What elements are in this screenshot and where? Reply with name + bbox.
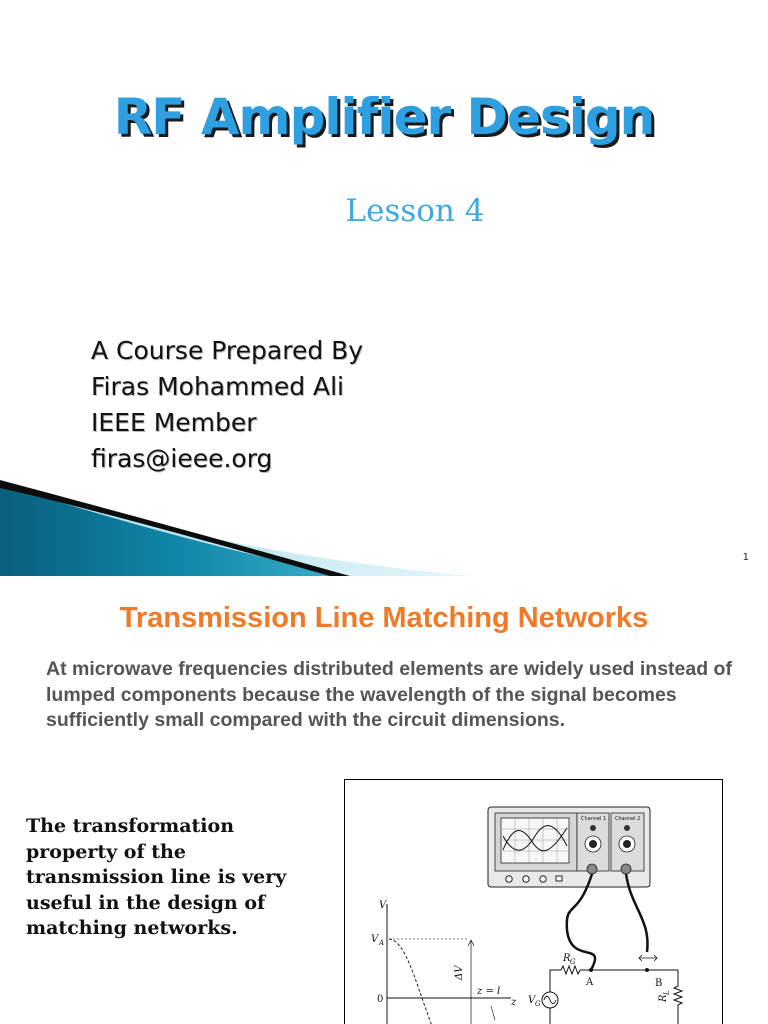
slide-title: RF Amplifier Design [113, 88, 655, 146]
decorative-swoosh [0, 470, 470, 576]
rl-label: R [658, 994, 669, 1002]
circuit [528, 953, 682, 1024]
author-line: A Course Prepared By [91, 336, 364, 365]
circuit-diagram [345, 780, 722, 1024]
vg-sub-label: G [535, 1000, 541, 1008]
author-line: firas@ieee.org [91, 444, 273, 473]
z-eq-l-label: z = l [477, 986, 501, 997]
slide-subtitle: Lesson 4 [345, 193, 485, 229]
side-note: The transformation property of the transmission line is very useful in the design of matching networks. [26, 815, 287, 939]
node-b-label: B [655, 978, 663, 989]
node-a-label: A [586, 977, 594, 988]
rg-label: R [563, 953, 571, 964]
intro-paragraph: At microwave frequencies distributed elements are widely used instead of lumped components because the wavelength of the signal becomes sufficiently small compared with the circuit dimensions. [46, 658, 732, 731]
va-label: V [371, 934, 379, 945]
vg-label: V [528, 995, 536, 1006]
rl-sub-label: L [663, 990, 671, 995]
circuit-figure [344, 779, 723, 1024]
author-line: IEEE Member [91, 408, 257, 437]
slide-2 [0, 576, 768, 1024]
rg-sub-label: G [570, 958, 576, 966]
zero-label: 0 [377, 994, 384, 1005]
page-number: 1 [742, 552, 749, 563]
v-axis-label: V [379, 900, 387, 911]
author-line: Firas Mohammed Ali [91, 372, 345, 401]
channel-2-label: Channel 2 [615, 816, 641, 822]
author-block [91, 333, 363, 477]
probe-cable-1 [567, 874, 595, 970]
z-axis-label: z [511, 997, 517, 1008]
delta-v-label: ΔV [454, 965, 465, 980]
voltage-plot [371, 900, 517, 1024]
channel-1-label: Channel 1 [581, 816, 607, 822]
slide-title: Transmission Line Matching Networks [119, 602, 649, 634]
va-sub-label: A [379, 939, 385, 947]
